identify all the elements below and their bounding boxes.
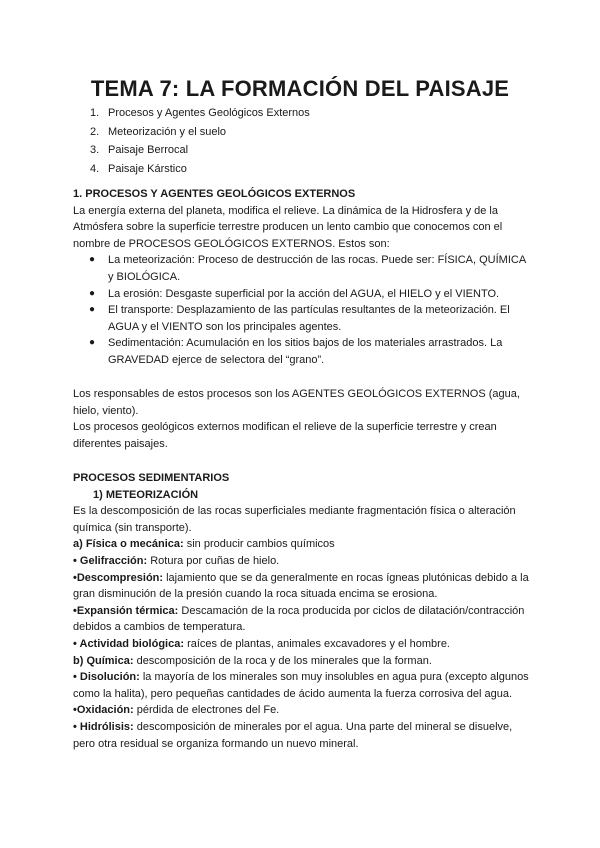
bullet-item [73,335,533,368]
definition-item [73,669,533,702]
toc-item [90,160,310,179]
section-2-subheading: 1) METEORIZACIÓN [93,488,199,501]
definition-text: la mayoría de los minerales son muy insolubles en agua pura (excepto algunos como la halita), pero pequeñas cantidades de ácido aumenta la fuerza corrosiva del agua. [73,671,529,700]
toc-label: Procesos y Agentes Geológicos Externos [108,107,310,119]
definition-text: raíces de plantas, animales excavadores y el hombre. [184,637,450,650]
definition-text: Descamación de la roca producida por ciclos de dilatación/contracción debidos a cambios de temperatura. [73,604,525,634]
definition-term: b) Química: [73,654,134,667]
definition-term: • Actividad biológica: [73,637,185,650]
toc-item [90,123,310,142]
bullet-icon: ● [89,337,96,349]
bullet-item [73,252,533,285]
definition-item [73,653,533,670]
bullet-text: El transporte: Desplazamiento de las partículas resultantes de la meteorización. El AGUA y el VIENTO son los principales agentes. [108,304,510,333]
definition-term: •Descompresión: [73,571,164,584]
table-of-contents [90,104,310,178]
bullet-text: Sedimentación: Acumulación en los sitios bajos de los materiales arrastrados. La GRAVEDAD ejerce de selectora del “grano”. [108,337,503,366]
section-1-heading: 1. PROCESOS Y AGENTES GEOLÓGICOS EXTERNOS [73,188,356,200]
definition-text: pérdida de electrones del Fe. [133,704,280,717]
toc-label: Paisaje Berrocal [108,144,189,156]
bullet-item [73,302,533,335]
definition-item [73,636,533,653]
toc-number: 4. [90,162,100,175]
definition-item [73,719,533,752]
bullet-icon: ● [89,304,96,316]
definition-term: a) Física o mecánica: [73,538,184,551]
landscape-paragraph: Los procesos geológicos externos modifican el relieve de la superficie terrestre y crean diferentes paisajes. [73,421,497,450]
definition-term: • Hidrólisis: [73,720,134,733]
bullet-icon: ● [89,287,96,299]
definition-text: descomposición de la roca y de los minerales que la forman. [133,654,432,667]
section-2-heading: PROCESOS SEDIMENTARIOS [73,472,230,484]
definition-item [73,702,533,719]
section-1-closing [73,386,533,452]
toc-number: 1. [90,107,100,119]
definition-item [73,553,533,570]
bullet-text: La erosión: Desgaste superficial por la acción del AGUA, el HIELO y el VIENTO. [108,287,500,300]
bullet-text: La meteorización: Proceso de destrucción de las rocas. Puede ser: FÍSICA, QUÍMICA y BIOLÓGICA. [108,254,526,283]
section-1 [73,186,533,369]
toc-item [90,141,310,160]
section-2 [73,470,533,752]
bullet-icon: ● [89,254,96,266]
definition-item [73,536,533,553]
toc-number: 3. [90,144,100,156]
definition-item [73,570,533,603]
definition-text: Rotura por cuñas de hielo. [147,554,280,567]
bullet-item [73,286,533,303]
toc-label: Paisaje Kárstico [108,162,187,175]
definition-item [73,603,533,636]
toc-label: Meteorización y el suelo [108,125,227,138]
toc-item [90,104,310,123]
definition-text: lajamiento que se da generalmente en rocas ígneas plutónicas debido a la gran disminución de la presión cuando la roca situada encima se erosiona. [73,571,529,601]
page-title: TEMA 7: LA FORMACIÓN DEL PAISAJE [90,76,510,101]
definition-term: • Disolución: [73,671,140,684]
toc-number: 2. [90,125,100,138]
definition-term: • Gelifracción: [73,554,148,567]
meteorizacion-intro: Es la descomposición de las rocas superficiales mediante fragmentación física o alteración química (sin transporte). [73,505,516,534]
section-1-intro: La energía externa del planeta, modifica el relieve. La dinámica de la Hidrosfera y de la Atmósfera sobre la superficie terrestre producen un lento cambio que conocemos con el nombre de PROCESOS GEOLÓGICOS EXTERNOS. Estos son: [73,204,503,250]
definition-term: •Expansión térmica: [73,604,179,617]
definition-text: sin producir cambios químicos [183,538,335,551]
definition-text: descomposición de minerales por el agua. Una parte del mineral se disuelve, pero otra residual se organiza formando un nuevo mineral. [73,720,513,750]
definition-term: •Oxidación: [73,704,134,717]
agents-paragraph: Los responsables de estos procesos son los AGENTES GEOLÓGICOS EXTERNOS (agua, hielo, viento). [73,388,520,417]
